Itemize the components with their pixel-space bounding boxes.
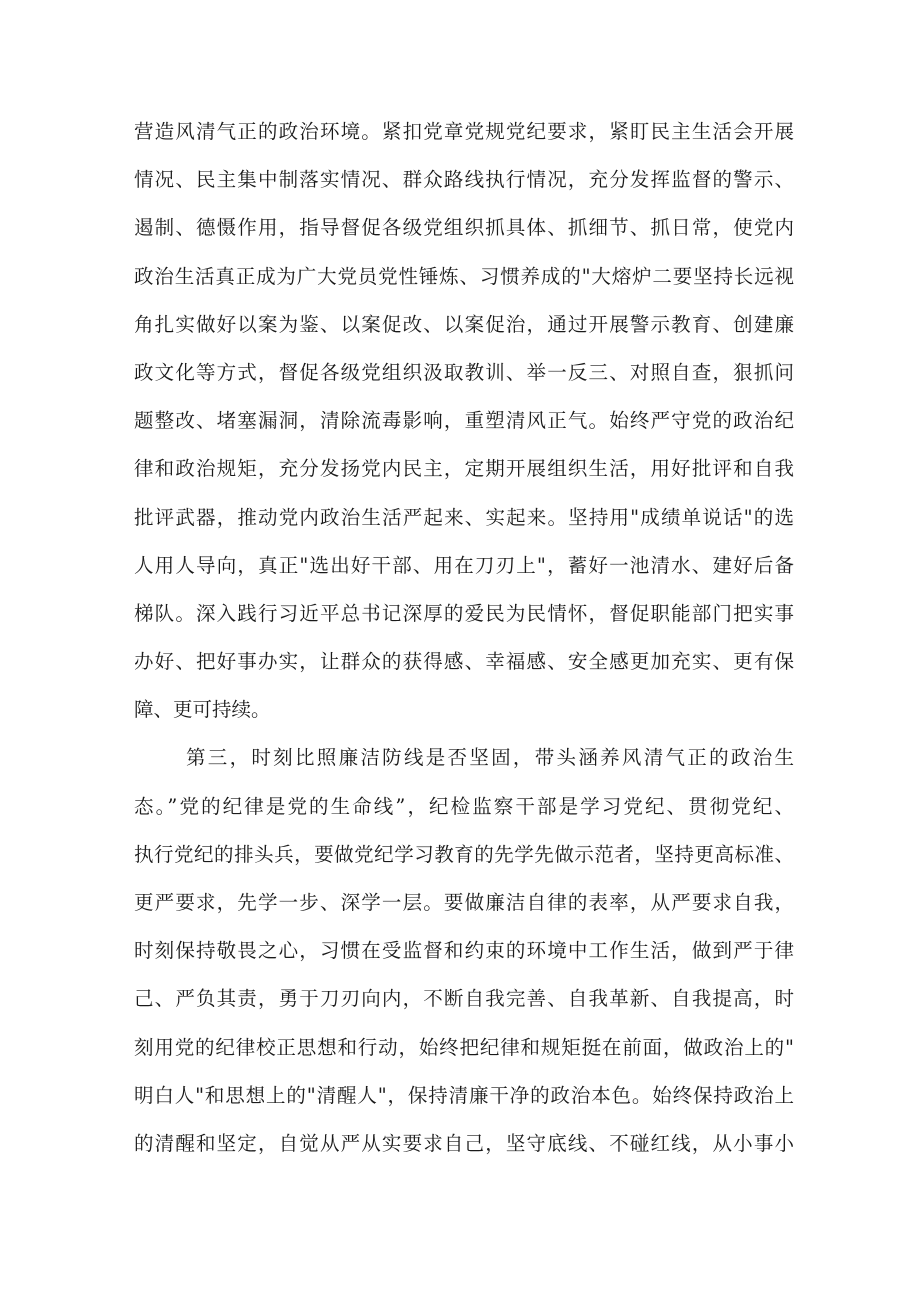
paragraph-1-line-1: 营造风清气正的政治环境。紧扣党章党规党纪要求，紧盯民主生活会开展 [134,120,794,143]
paragraph-2-line-3: 执行党纪的排头兵，要做党纪学习教育的先学先做示范者，坚持更高标准、 [134,842,794,866]
paragraph-1-line-3: 遏制、德慑作用，指导督促各级党组织抓具体、抓细节、抓日常，使党内 [134,216,794,240]
paragraph-2-line-1: 第三，时刻比照廉洁防线是否坚固，带头涵养风清气正的政治生 [186,746,794,770]
document-body [134,108,794,1168]
paragraph-2-line-5: 时刻保持敬畏之心，习惯在受监督和约束的环境中工作生活，做到严于律 [134,939,794,963]
paragraph-1-line-8: 律和政治规矩，充分发扬党内民主，定期开展组织生活，用好批评和自我 [134,457,794,481]
paragraph-1-line-5: 角扎实做好以案为鉴、以案促改、以案促治，通过开展警示教育、创建廉 [134,312,794,336]
paragraph-1-line-9: 批评武器，推动党内政治生活严起来、实起来。坚持用"成绩单说话"的选 [134,505,794,529]
paragraph-2-line-8: 明白人"和思想上的"清醒人"，保持清廉干净的政治本色。始终保持政治上 [134,1083,794,1107]
paragraph-1-line-11: 梯队。深入践行习近平总书记深厚的爱民为民情怀，督促职能部门把实事 [134,601,794,625]
paragraph-2-line-4: 更严要求，先学一步、深学一层。要做廉洁自律的表率，从严要求自我， [134,891,794,914]
paragraph-1-line-10: 人用人导向，真正"选出好干部、用在刀刃上"，蓄好一池清水、建好后备 [134,553,794,577]
paragraph-1-line-4: 政治生活真正成为广大党员党性锤炼、习惯养成的"大熔炉二要坚持长远视 [134,264,794,288]
paragraph-2-line-7: 刻用党的纪律校正思想和行动，始终把纪律和规矩挺在前面，做政治上的" [134,1035,794,1059]
paragraph-2-line-9: 的清醒和坚定，自觉从严从实要求自己，坚守底线、不碰红线，从小事小 [134,1131,794,1155]
paragraph-1-line-7: 题整改、堵塞漏洞，清除流毒影响，重塑清风正气。始终严守党的政治纪 [134,409,794,433]
paragraph-1-line-2: 情况、民主集中制落实情况、群众路线执行情况，充分发挥监督的警示、 [134,168,794,192]
paragraph-1-line-12: 办好、把好事办实，让群众的获得感、幸福感、安全感更加充实、更有保 [134,650,794,674]
paragraph-2-line-6: 己、严负其责，勇于刀刃向内，不断自我完善、自我革新、自我提高，时 [134,987,794,1011]
paragraph-1-line-13: 障、更可持续。 [134,698,271,722]
paragraph-1-line-6: 政文化等方式，督促各级党组织汲取教训、举一反三、对照自查，狠抓问 [134,360,794,384]
paragraph-2-line-2: 态。”党的纪律是党的生命线”，纪检监察干部是学习党纪、贯彻党纪、 [134,794,794,818]
